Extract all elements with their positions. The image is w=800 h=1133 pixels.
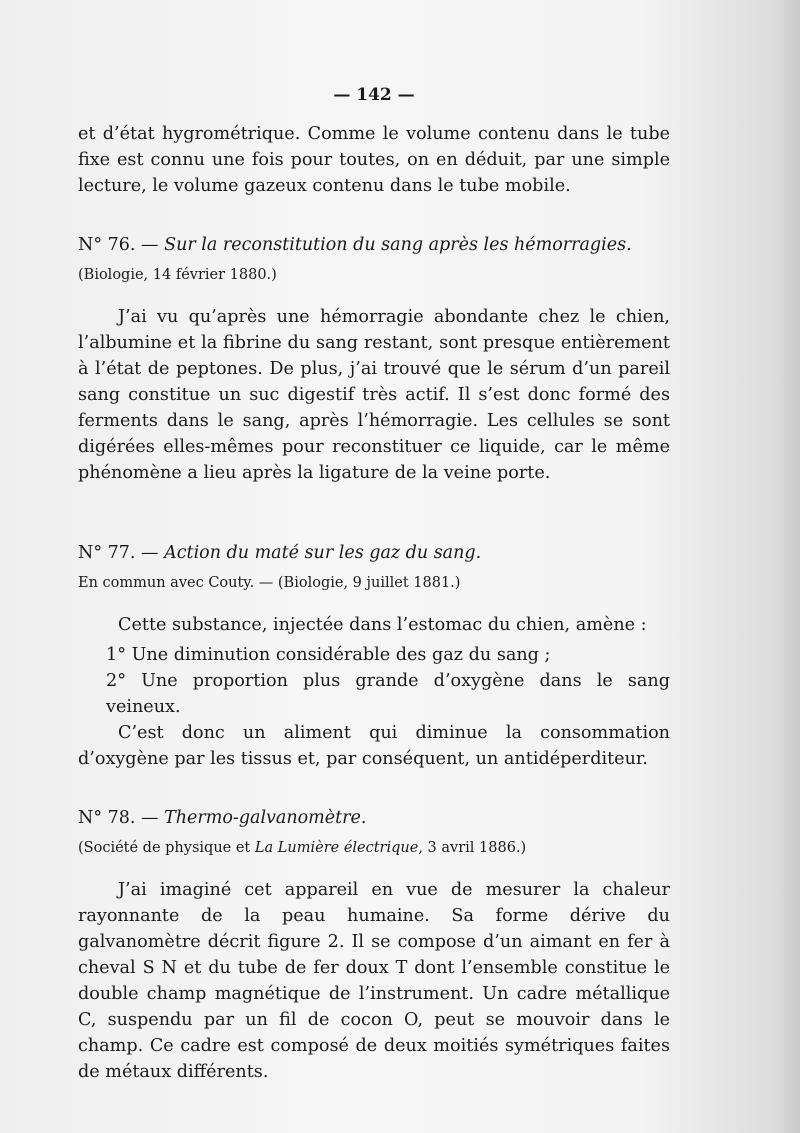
entry-source: En commun avec Couty. — (Biologie, 9 juillet 1881.) [78, 575, 461, 591]
entry-title-text: Sur la reconstitution du sang après les hémorragies. [164, 235, 632, 255]
entry-title [78, 232, 670, 258]
entry-title-text: Action du maté sur les gaz du sang. [164, 543, 482, 563]
intro-paragraph: et d’état hygrométrique. Comme le volume contenu dans le tube fixe est connu une fois pour toutes, on en déduit, par une simple lecture, le volume gazeux contenu dans le tube mobile. [78, 124, 670, 196]
source-suffix: , 3 avril 1886.) [418, 840, 527, 856]
entry-lead: Cette substance, injectée dans l’estomac du chien, amène : [118, 615, 647, 635]
entry-76 [78, 232, 670, 486]
intro-block [78, 121, 670, 199]
entry-source [78, 835, 670, 861]
page-number: — 142 — [333, 85, 415, 105]
entry-title [78, 805, 670, 831]
entry-number: N° 77. — [78, 543, 159, 563]
source-journal: La Lumière électrique [254, 840, 419, 856]
entry-78 [78, 805, 670, 1085]
entry-number: N° 78. — [78, 808, 159, 828]
entry-number: N° 76. — [78, 235, 159, 255]
source-prefix: (Société de physique et [78, 840, 251, 856]
entry-paragraph: J’ai imaginé cet appareil en vue de mesurer la chaleur rayonnante de la peau humaine. Sa forme dérive du galvanomètre décrit figure 2. Il se compose d’un aimant en fer à cheval S N et du tube de fer doux T dont l’ensemble constitue le double champ magnétique de l’instrument. Un cadre métallique C, suspendu par un fil de cocon O, peut se mouvoir dans le champ. Ce cadre est composé de deux moitiés symétriques faites de métaux différents. [78, 880, 670, 1082]
entry-paragraph: J’ai vu qu’après une hémorragie abondante chez le chien, l’albumine et la fibrine du sang restant, sont presque entièrement à l’état de peptones. De plus, j’ai trouvé que le sérum d’un pareil sang constitue un suc digestif très actif. Il s’est donc formé des ferments dans le sang, après l’hémorragie. Les cellules se sont digérées elles-mêmes pour reconstituer ce liquide, car le même phénomène a lieu après la ligature de la veine porte. [78, 307, 670, 483]
list-item: 2° Une proportion plus grande d’oxygène dans le sang veineux. [106, 671, 670, 717]
entry-title [78, 540, 670, 566]
entry-77 [78, 540, 670, 772]
list-item: 1° Une diminution considérable des gaz du sang ; [106, 645, 551, 665]
entry-title-text: Thermo-galvanomètre. [164, 808, 367, 828]
entry-paragraph: C’est donc un aliment qui diminue la consommation d’oxygène par les tissus et, par conséquent, un antidéperditeur. [78, 723, 670, 769]
entry-source: (Biologie, 14 février 1880.) [78, 267, 277, 283]
